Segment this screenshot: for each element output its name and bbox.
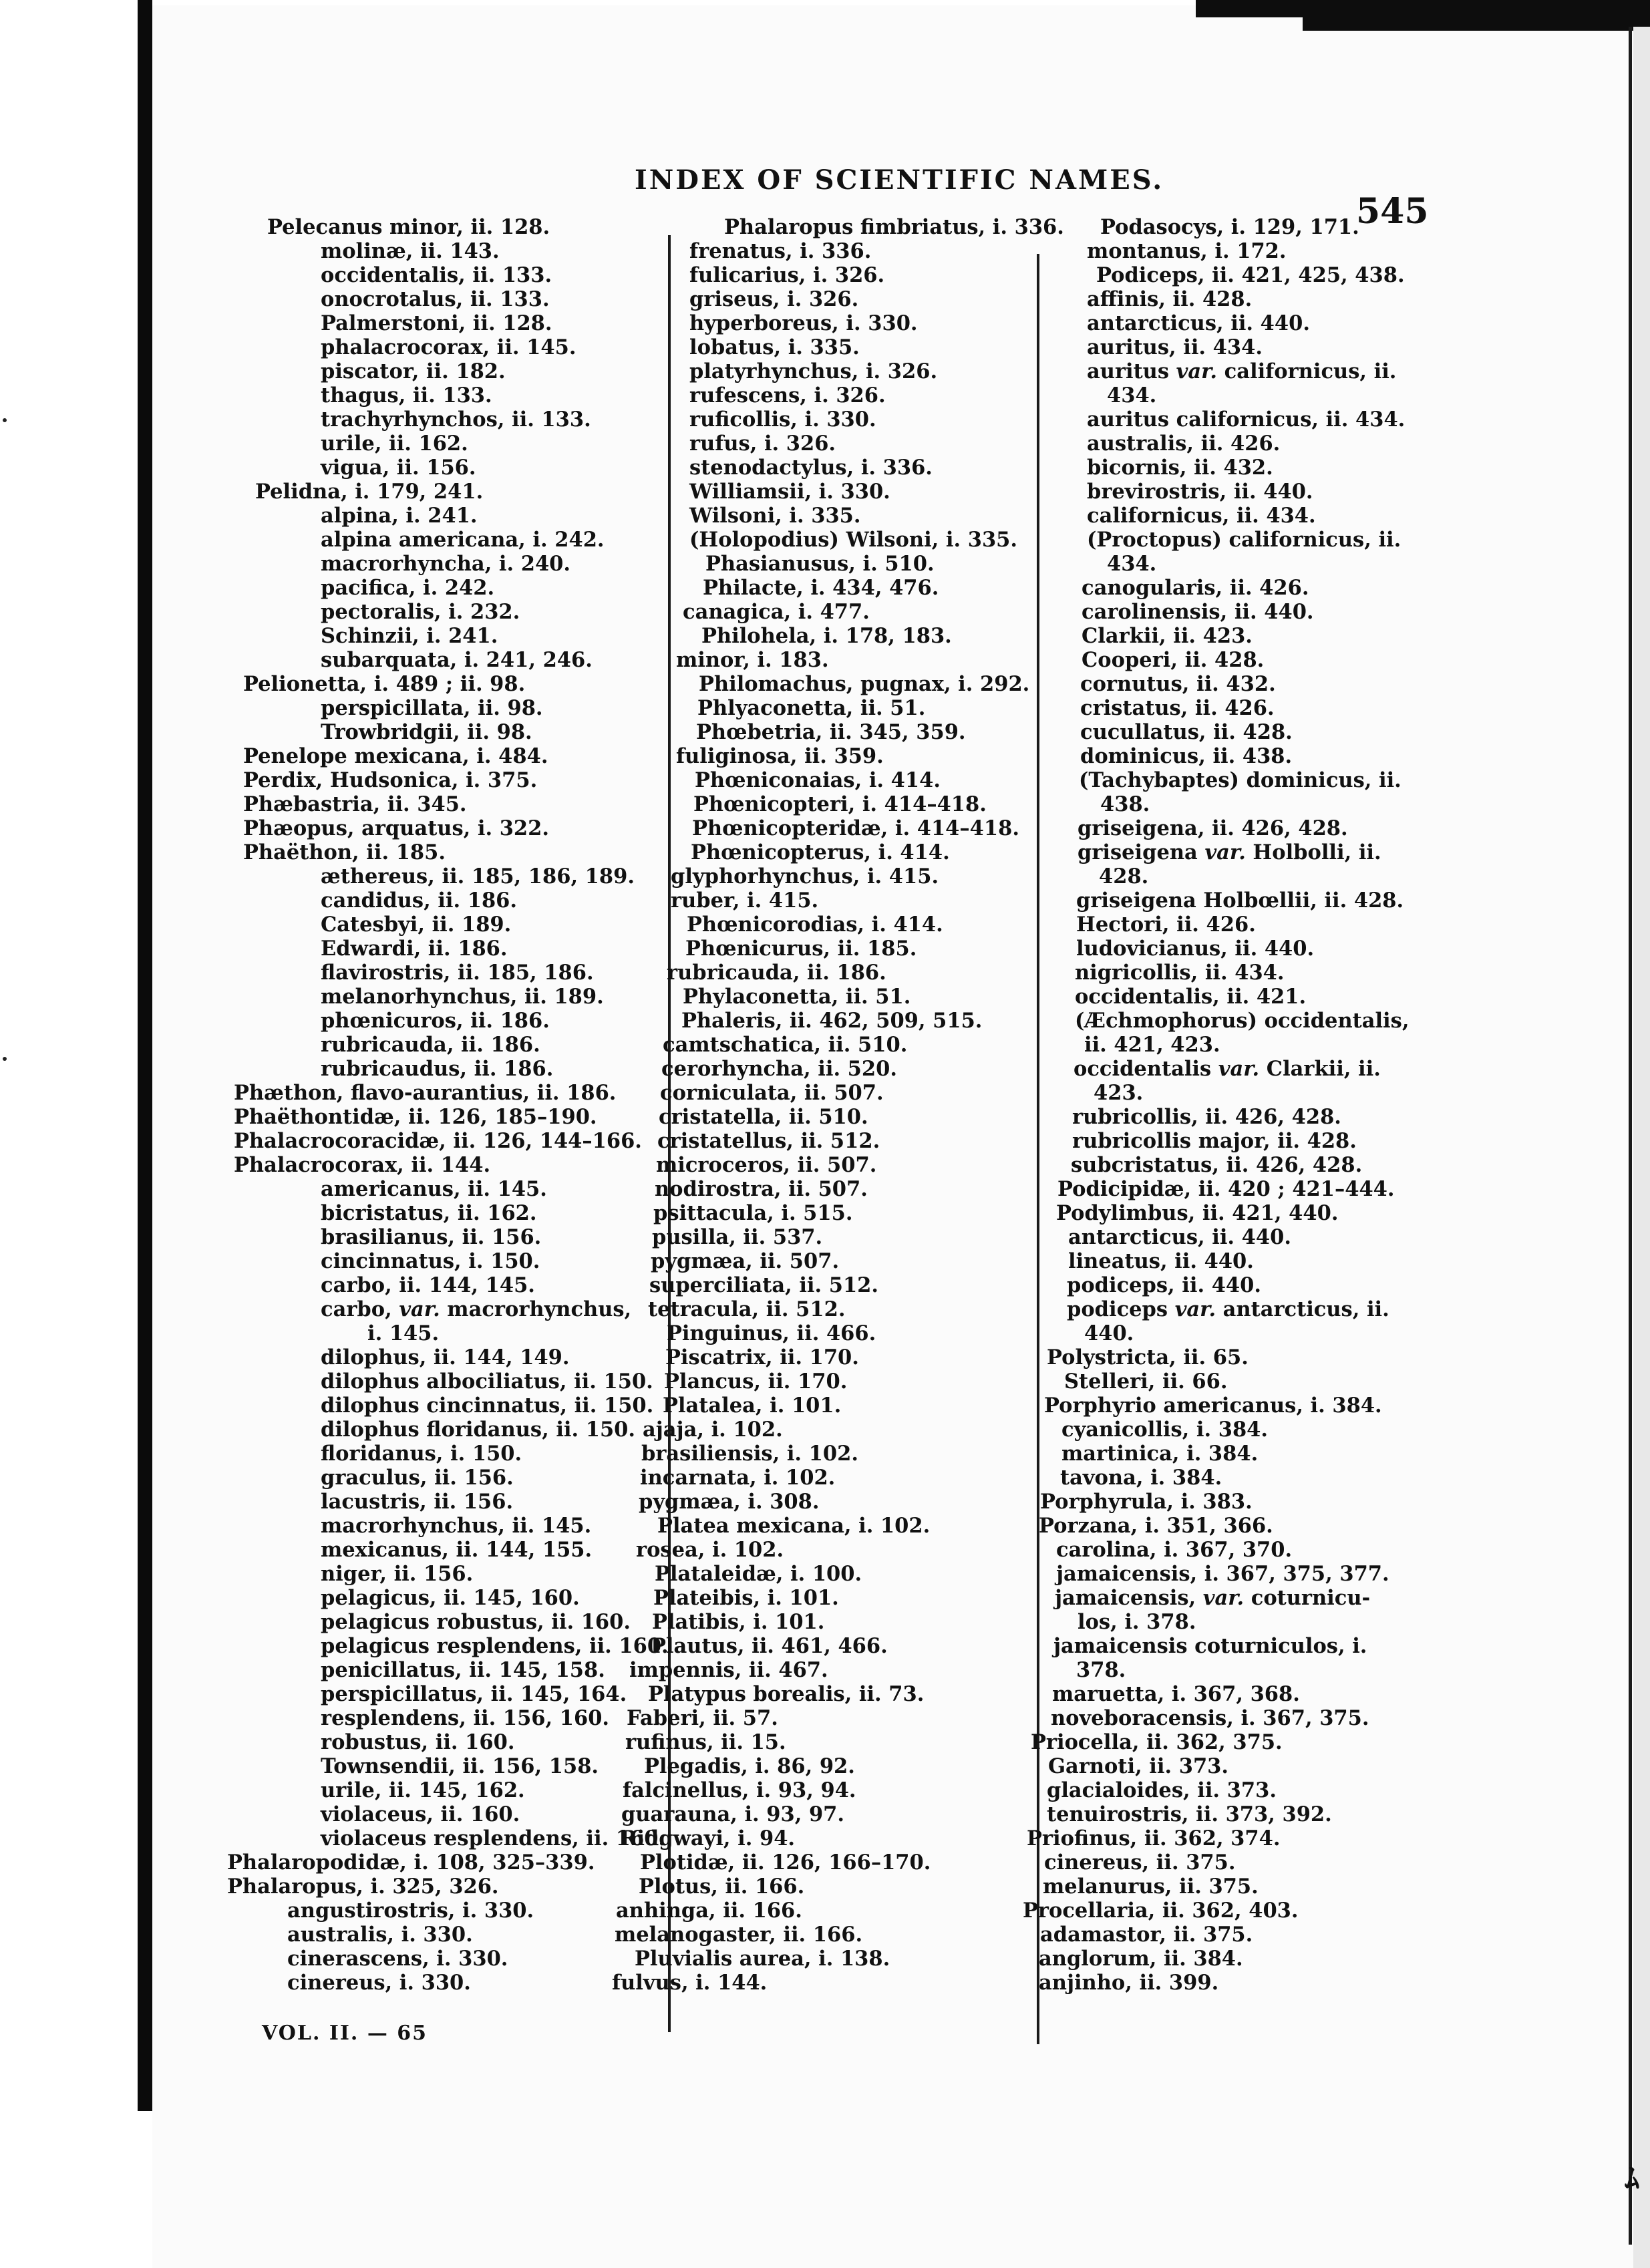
index-entry: australis, ii. 426. — [1087, 432, 1281, 456]
index-entry: cincinnatus, i. 150. — [321, 1249, 540, 1273]
index-entry: alpina americana, i. 242. — [321, 528, 605, 552]
index-entry: anjinho, ii. 399. — [1039, 1971, 1219, 1995]
index-entry: Trowbridgii, ii. 98. — [321, 720, 532, 744]
index-entry: jamaicensis, var. coturnicu- — [1055, 1586, 1371, 1610]
index-entry: falcinellus, i. 93, 94. — [623, 1778, 856, 1802]
index-entry: fuliginosa, ii. 359. — [676, 744, 884, 768]
index-entry: auritus, ii. 434. — [1087, 335, 1263, 359]
index-entry: Phasianusus, i. 510. — [705, 552, 935, 576]
index-entry: Philohela, i. 178, 183. — [701, 624, 952, 648]
index-entry: Plautus, ii. 461, 466. — [651, 1634, 888, 1658]
index-entry: Phalaropus fimbriatus, i. 336. — [724, 215, 1064, 239]
index-entry: trachyrhynchos, ii. 133. — [321, 408, 591, 432]
index-entry: Pelidna, i. 179, 241. — [255, 480, 484, 504]
index-entry: Podasocys, i. 129, 171. — [1100, 215, 1359, 239]
index-entry: (Proctopus) californicus, ii. — [1087, 528, 1401, 552]
index-entry: lobatus, i. 335. — [689, 335, 860, 359]
index-entry: macrorhyncha, i. 240. — [321, 552, 571, 576]
index-entry: brasiliensis, i. 102. — [641, 1442, 858, 1466]
index-entry: Plataleidæ, i. 100. — [655, 1562, 862, 1586]
index-entry: carolinensis, ii. 440. — [1082, 600, 1314, 624]
index-entry: rosea, i. 102. — [636, 1538, 784, 1562]
index-entry: Podylimbus, ii. 421, 440. — [1056, 1201, 1339, 1225]
left-margin — [0, 0, 142, 2268]
index-entry: Hectori, ii. 426. — [1076, 913, 1256, 937]
page-number: 545 — [1356, 191, 1429, 232]
index-entry: pelagicus robustus, ii. 160. — [321, 1610, 631, 1634]
index-entry: minor, i. 183. — [676, 648, 829, 672]
index-entry: glacialoides, ii. 373. — [1047, 1778, 1277, 1802]
index-entry: tenuirostris, ii. 373, 392. — [1047, 1802, 1332, 1826]
index-entry: Priocella, ii. 362, 375. — [1031, 1730, 1283, 1754]
index-entry: Williamsii, i. 330. — [689, 480, 890, 504]
index-entry: Plateibis, i. 101. — [653, 1586, 839, 1610]
index-entry: Podiceps, ii. 421, 425, 438. — [1096, 263, 1405, 287]
index-entry: Pelecanus minor, ii. 128. — [267, 215, 550, 239]
index-entry: Plancus, ii. 170. — [664, 1369, 848, 1394]
index-entry: Pinguinus, ii. 466. — [667, 1321, 876, 1345]
index-entry: Phæopus, arquatus, i. 322. — [243, 816, 549, 840]
index-entry: Phaëthontidæ, ii. 126, 185–190. — [234, 1105, 597, 1129]
index-entry: (Æchmophorus) occidentalis, — [1075, 1009, 1410, 1033]
index-entry: rufescens, i. 326. — [689, 383, 886, 408]
index-entry: Phæbastria, ii. 345. — [243, 792, 467, 816]
index-entry: Catesbyi, ii. 189. — [321, 913, 512, 937]
index-entry: rufinus, ii. 15. — [625, 1730, 786, 1754]
index-entry: flavirostris, ii. 185, 186. — [321, 961, 594, 985]
index-entry: (Tachybaptes) dominicus, ii. — [1079, 768, 1401, 792]
index-entry: violaceus, ii. 160. — [321, 1802, 520, 1826]
index-entry: Phalacrocorax, ii. 144. — [234, 1153, 491, 1177]
index-entry: occidentalis, ii. 133. — [321, 263, 552, 287]
index-entry: ajaja, i. 102. — [643, 1418, 783, 1442]
index-entry: cristatus, ii. 426. — [1080, 696, 1275, 720]
index-entry: piscator, ii. 182. — [321, 359, 506, 383]
index-entry: Edwardi, ii. 186. — [321, 937, 508, 961]
index-entry: perspicillatus, ii. 145, 164. — [321, 1682, 627, 1706]
index-entry: auritus californicus, ii. 434. — [1087, 408, 1406, 432]
index-entry: adamastor, ii. 375. — [1040, 1923, 1253, 1947]
index-entry: 434. — [1107, 383, 1157, 408]
index-entry: glyphorhynchus, i. 415. — [671, 864, 939, 888]
index-entry: griseigena var. Holbolli, ii. — [1078, 840, 1381, 864]
index-entry: Ridgwayi, i. 94. — [620, 1826, 796, 1850]
index-entry: violaceus resplendens, ii. 160. — [321, 1826, 666, 1850]
index-entry: melanurus, ii. 375. — [1043, 1875, 1259, 1899]
right-edge-shadow — [1629, 27, 1632, 2245]
index-entry: 440. — [1084, 1321, 1134, 1345]
index-entry: Porzana, i. 351, 366. — [1039, 1514, 1273, 1538]
index-entry: cinereus, ii. 375. — [1044, 1850, 1236, 1875]
index-entry: griseus, i. 326. — [689, 287, 859, 311]
index-entry: urile, ii. 145, 162. — [321, 1778, 525, 1802]
index-entry: vigua, ii. 156. — [321, 456, 476, 480]
index-entry: Phœbetria, ii. 345, 359. — [696, 720, 966, 744]
index-entry: stenodactylus, i. 336. — [689, 456, 933, 480]
index-entry: Stelleri, ii. 66. — [1064, 1369, 1228, 1394]
index-entry: cornutus, ii. 432. — [1080, 672, 1276, 696]
index-entry: rufus, i. 326. — [689, 432, 836, 456]
index-entry: ii. 421, 423. — [1084, 1033, 1220, 1057]
index-entry: Podicipidæ, ii. 420 ; 421–444. — [1057, 1177, 1395, 1201]
index-entry: Plotidæ, ii. 126, 166–170. — [640, 1850, 931, 1875]
index-entry: cinereus, i. 330. — [287, 1971, 471, 1995]
index-entry: Phalacrocoracidæ, ii. 126, 144–166. — [234, 1129, 642, 1153]
index-entry: fulvus, i. 144. — [612, 1971, 768, 1995]
variety-abbrev: var. — [1174, 1297, 1216, 1321]
index-entry: Garnoti, ii. 373. — [1048, 1754, 1229, 1778]
index-entry: nodirostra, ii. 507. — [655, 1177, 868, 1201]
index-entry: urile, ii. 162. — [321, 432, 468, 456]
index-entry: Piscatrix, ii. 170. — [665, 1345, 859, 1369]
index-entry: subcristatus, ii. 426, 428. — [1071, 1153, 1363, 1177]
index-entry: rubricollis, ii. 426, 428. — [1072, 1105, 1341, 1129]
index-entry: superciliata, ii. 512. — [649, 1273, 879, 1297]
index-entry: rubricauda, ii. 186. — [321, 1033, 540, 1057]
index-entry: Porphyrio americanus, i. 384. — [1044, 1394, 1382, 1418]
index-entry: bicornis, ii. 432. — [1087, 456, 1273, 480]
index-entry: platyrhynchus, i. 326. — [689, 359, 938, 383]
index-entry: podiceps var. antarcticus, ii. — [1067, 1297, 1389, 1321]
margin-speck — [3, 1057, 7, 1061]
index-entry: dilophus floridanus, ii. 150. — [321, 1418, 636, 1442]
index-entry: anhinga, ii. 166. — [616, 1899, 802, 1923]
index-entry: resplendens, ii. 156, 160. — [321, 1706, 610, 1730]
book-spine-shadow — [138, 0, 152, 2111]
index-entry: ludovicianus, ii. 440. — [1076, 937, 1315, 961]
index-entry: melanogaster, ii. 166. — [615, 1923, 863, 1947]
index-entry: graculus, ii. 156. — [321, 1466, 514, 1490]
index-entry: Phylaconetta, ii. 51. — [683, 985, 911, 1009]
index-entry: brasilianus, ii. 156. — [321, 1225, 542, 1249]
index-entry: australis, i. 330. — [287, 1923, 473, 1947]
index-entry: pectoralis, i. 232. — [321, 600, 520, 624]
index-entry: los, i. 378. — [1078, 1610, 1196, 1634]
index-entry: camtschatica, ii. 510. — [663, 1033, 908, 1057]
index-entry: 434. — [1107, 552, 1157, 576]
index-entry: Palmerstoni, ii. 128. — [321, 311, 552, 335]
volume-signature: VOL. II. — 65 — [262, 2021, 428, 2045]
index-entry: griseigena, ii. 426, 428. — [1078, 816, 1348, 840]
variety-abbrev: var. — [399, 1297, 440, 1321]
index-entry: Pluvialis aurea, i. 138. — [635, 1947, 890, 1971]
index-entry: occidentalis, ii. 421. — [1075, 985, 1307, 1009]
index-entry: carbo, ii. 144, 145. — [321, 1273, 535, 1297]
index-entry: pygmæa, i. 308. — [639, 1490, 820, 1514]
index-entry: pacifica, i. 242. — [321, 576, 495, 600]
index-entry: cinerascens, i. 330. — [287, 1947, 508, 1971]
index-entry: Phœniconaias, i. 414. — [695, 768, 941, 792]
index-entry: alpina, i. 241. — [321, 504, 478, 528]
index-entry: phalacrocorax, ii. 145. — [321, 335, 576, 359]
index-entry: dilophus, ii. 144, 149. — [321, 1345, 570, 1369]
index-entry: cristatella, ii. 510. — [659, 1105, 868, 1129]
index-entry: niger, ii. 156. — [321, 1562, 474, 1586]
index-entry: molinæ, ii. 143. — [321, 239, 500, 263]
index-column-1 — [227, 215, 669, 1995]
index-entry: robustus, ii. 160. — [321, 1730, 515, 1754]
index-entry: canagica, i. 477. — [683, 600, 870, 624]
index-entry: montanus, i. 172. — [1087, 239, 1287, 263]
index-entry: corniculata, ii. 507. — [660, 1081, 884, 1105]
index-entry: Polystricta, ii. 65. — [1047, 1345, 1249, 1369]
index-entry: 438. — [1100, 792, 1150, 816]
index-entry: Townsendii, ii. 156, 158. — [321, 1754, 599, 1778]
index-entry: dilophus cincinnatus, ii. 150. — [321, 1394, 654, 1418]
margin-speck — [3, 418, 7, 422]
index-entry: Plegadis, i. 86, 92. — [644, 1754, 855, 1778]
index-entry: lineatus, ii. 440. — [1068, 1249, 1254, 1273]
index-entry: cerorhyncha, ii. 520. — [661, 1057, 897, 1081]
index-entry: pygmæa, ii. 507. — [651, 1249, 840, 1273]
index-entry: perspicillata, ii. 98. — [321, 696, 543, 720]
index-entry: nigricollis, ii. 434. — [1075, 961, 1285, 985]
index-entry: Wilsoni, i. 335. — [689, 504, 861, 528]
index-entry: hyperboreus, i. 330. — [689, 311, 918, 335]
index-entry: Phæthon, flavo-aurantius, ii. 186. — [234, 1081, 617, 1105]
index-entry: Phlyaconetta, ii. 51. — [697, 696, 926, 720]
index-entry: Phœnicopteri, i. 414–418. — [693, 792, 987, 816]
index-entry: penicillatus, ii. 145, 158. — [321, 1658, 605, 1682]
index-entry: Faberi, ii. 57. — [627, 1706, 778, 1730]
index-entry: angustirostris, i. 330. — [287, 1899, 534, 1923]
index-column-3 — [999, 215, 1453, 1995]
index-entry: martinica, i. 384. — [1061, 1442, 1259, 1466]
index-entry: noveboracensis, i. 367, 375. — [1051, 1706, 1369, 1730]
index-entry: Philomachus, pugnax, i. 292. — [699, 672, 1030, 696]
index-entry: Phœnicorodias, i. 414. — [687, 913, 943, 937]
index-entry: podiceps, ii. 440. — [1067, 1273, 1261, 1297]
index-entry: antarcticus, ii. 440. — [1068, 1225, 1291, 1249]
index-entry: cristatellus, ii. 512. — [657, 1129, 880, 1153]
index-entry: Phalaropodidæ, i. 108, 325–339. — [227, 1850, 595, 1875]
index-entry: canogularis, ii. 426. — [1082, 576, 1309, 600]
index-entry: Platypus borealis, ii. 73. — [648, 1682, 925, 1706]
corner-mark: ﾑ — [1625, 2162, 1639, 2196]
index-entry: Priofinus, ii. 362, 374. — [1027, 1826, 1281, 1850]
index-entry: phœnicuros, ii. 186. — [321, 1009, 550, 1033]
index-entry: pelagicus resplendens, ii. 160. — [321, 1634, 669, 1658]
index-entry: brevirostris, ii. 440. — [1087, 480, 1313, 504]
index-entry: pelagicus, ii. 145, 160. — [321, 1586, 580, 1610]
index-entry: subarquata, i. 241, 246. — [321, 648, 593, 672]
index-entry: onocrotalus, ii. 133. — [321, 287, 550, 311]
index-entry: Phœnicurus, ii. 185. — [685, 937, 917, 961]
index-entry: tavona, i. 384. — [1060, 1466, 1222, 1490]
index-entry: candidus, ii. 186. — [321, 888, 518, 913]
index-entry: ruficollis, i. 330. — [689, 408, 876, 432]
index-entry: rubricaudus, ii. 186. — [321, 1057, 554, 1081]
index-entry: Schinzii, i. 241. — [321, 624, 498, 648]
running-head: INDEX OF SCIENTIFIC NAMES. — [635, 164, 1164, 196]
index-entry: incarnata, i. 102. — [640, 1466, 836, 1490]
index-entry: Phalaropus, i. 325, 326. — [227, 1875, 499, 1899]
index-entry: californicus, ii. 434. — [1087, 504, 1316, 528]
index-entry: frenatus, i. 336. — [689, 239, 872, 263]
index-entry: (Holopodius) Wilsoni, i. 335. — [689, 528, 1018, 552]
variety-abbrev: var. — [1176, 359, 1218, 383]
index-entry: i. 145. — [367, 1321, 440, 1345]
index-entry: psittacula, i. 515. — [653, 1201, 853, 1225]
index-entry: Cooperi, ii. 428. — [1082, 648, 1265, 672]
index-entry: carolina, i. 367, 370. — [1056, 1538, 1293, 1562]
index-entry: mexicanus, ii. 144, 155. — [321, 1538, 593, 1562]
index-entry: bicristatus, ii. 162. — [321, 1201, 537, 1225]
index-entry: jamaicensis coturniculos, i. — [1053, 1634, 1367, 1658]
index-entry: Penelope mexicana, i. 484. — [243, 744, 548, 768]
index-entry: americanus, ii. 145. — [321, 1177, 547, 1201]
index-entry: ruber, i. 415. — [671, 888, 819, 913]
index-entry: Philacte, i. 434, 476. — [703, 576, 939, 600]
index-entry: fulicarius, i. 326. — [689, 263, 885, 287]
index-entry: Phaleris, ii. 462, 509, 515. — [681, 1009, 983, 1033]
index-entry: Phaëthon, ii. 185. — [243, 840, 446, 864]
index-entry: Platea mexicana, i. 102. — [657, 1514, 931, 1538]
index-entry: carbo, var. macrorhynchus, — [321, 1297, 632, 1321]
index-entry: anglorum, ii. 384. — [1039, 1947, 1243, 1971]
index-entry: Platalea, i. 101. — [663, 1394, 842, 1418]
index-entry: dilophus albociliatus, ii. 150. — [321, 1369, 653, 1394]
index-entry: Procellaria, ii. 362, 403. — [1023, 1899, 1299, 1923]
top-edge-shadow — [1196, 0, 1303, 17]
index-entry: impennis, ii. 467. — [629, 1658, 828, 1682]
right-page-edge — [1633, 27, 1650, 2268]
index-entry: floridanus, i. 150. — [321, 1442, 522, 1466]
index-entry: dominicus, ii. 438. — [1080, 744, 1293, 768]
index-entry: Phœnicopteridæ, i. 414–418. — [692, 816, 1019, 840]
index-entry: thagus, ii. 133. — [321, 383, 492, 408]
top-edge-shadow — [1303, 0, 1650, 31]
index-entry: Phœnicopterus, i. 414. — [691, 840, 950, 864]
index-entry: melanorhynchus, ii. 189. — [321, 985, 604, 1009]
index-entry: 423. — [1094, 1081, 1144, 1105]
variety-abbrev: var. — [1202, 1586, 1245, 1610]
index-entry: tetracula, ii. 512. — [648, 1297, 846, 1321]
index-entry: cucullatus, ii. 428. — [1080, 720, 1293, 744]
index-entry: pusilla, ii. 537. — [652, 1225, 823, 1249]
index-entry: cyanicollis, i. 384. — [1061, 1418, 1269, 1442]
index-entry: Clarkii, ii. 423. — [1082, 624, 1253, 648]
index-entry: rubricauda, ii. 186. — [667, 961, 886, 985]
index-column-2 — [601, 215, 1064, 1995]
index-entry: antarcticus, ii. 440. — [1087, 311, 1310, 335]
index-entry: æthereus, ii. 185, 186, 189. — [321, 864, 635, 888]
index-entry: 428. — [1099, 864, 1149, 888]
index-entry: Platibis, i. 101. — [652, 1610, 825, 1634]
variety-abbrev: var. — [1218, 1057, 1260, 1081]
index-entry: lacustris, ii. 156. — [321, 1490, 514, 1514]
index-entry: occidentalis var. Clarkii, ii. — [1074, 1057, 1381, 1081]
index-entry: macrorhynchus, ii. 145. — [321, 1514, 592, 1538]
index-entry: auritus var. californicus, ii. — [1087, 359, 1397, 383]
index-entry: Porphyrula, i. 383. — [1040, 1490, 1253, 1514]
index-entry: Pelionetta, i. 489 ; ii. 98. — [243, 672, 526, 696]
index-entry: guarauna, i. 93, 97. — [621, 1802, 845, 1826]
index-entry: griseigena Holbœllii, ii. 428. — [1076, 888, 1404, 913]
index-entry: jamaicensis, i. 367, 375, 377. — [1056, 1562, 1389, 1586]
index-entry: Perdix, Hudsonica, i. 375. — [243, 768, 538, 792]
index-entry: affinis, ii. 428. — [1087, 287, 1253, 311]
variety-abbrev: var. — [1204, 840, 1246, 864]
index-entry: 378. — [1076, 1658, 1126, 1682]
index-entry: maruetta, i. 367, 368. — [1052, 1682, 1300, 1706]
index-entry: rubricollis major, ii. 428. — [1072, 1129, 1357, 1153]
index-entry: Plotus, ii. 166. — [639, 1875, 805, 1899]
index-entry: microceros, ii. 507. — [656, 1153, 877, 1177]
